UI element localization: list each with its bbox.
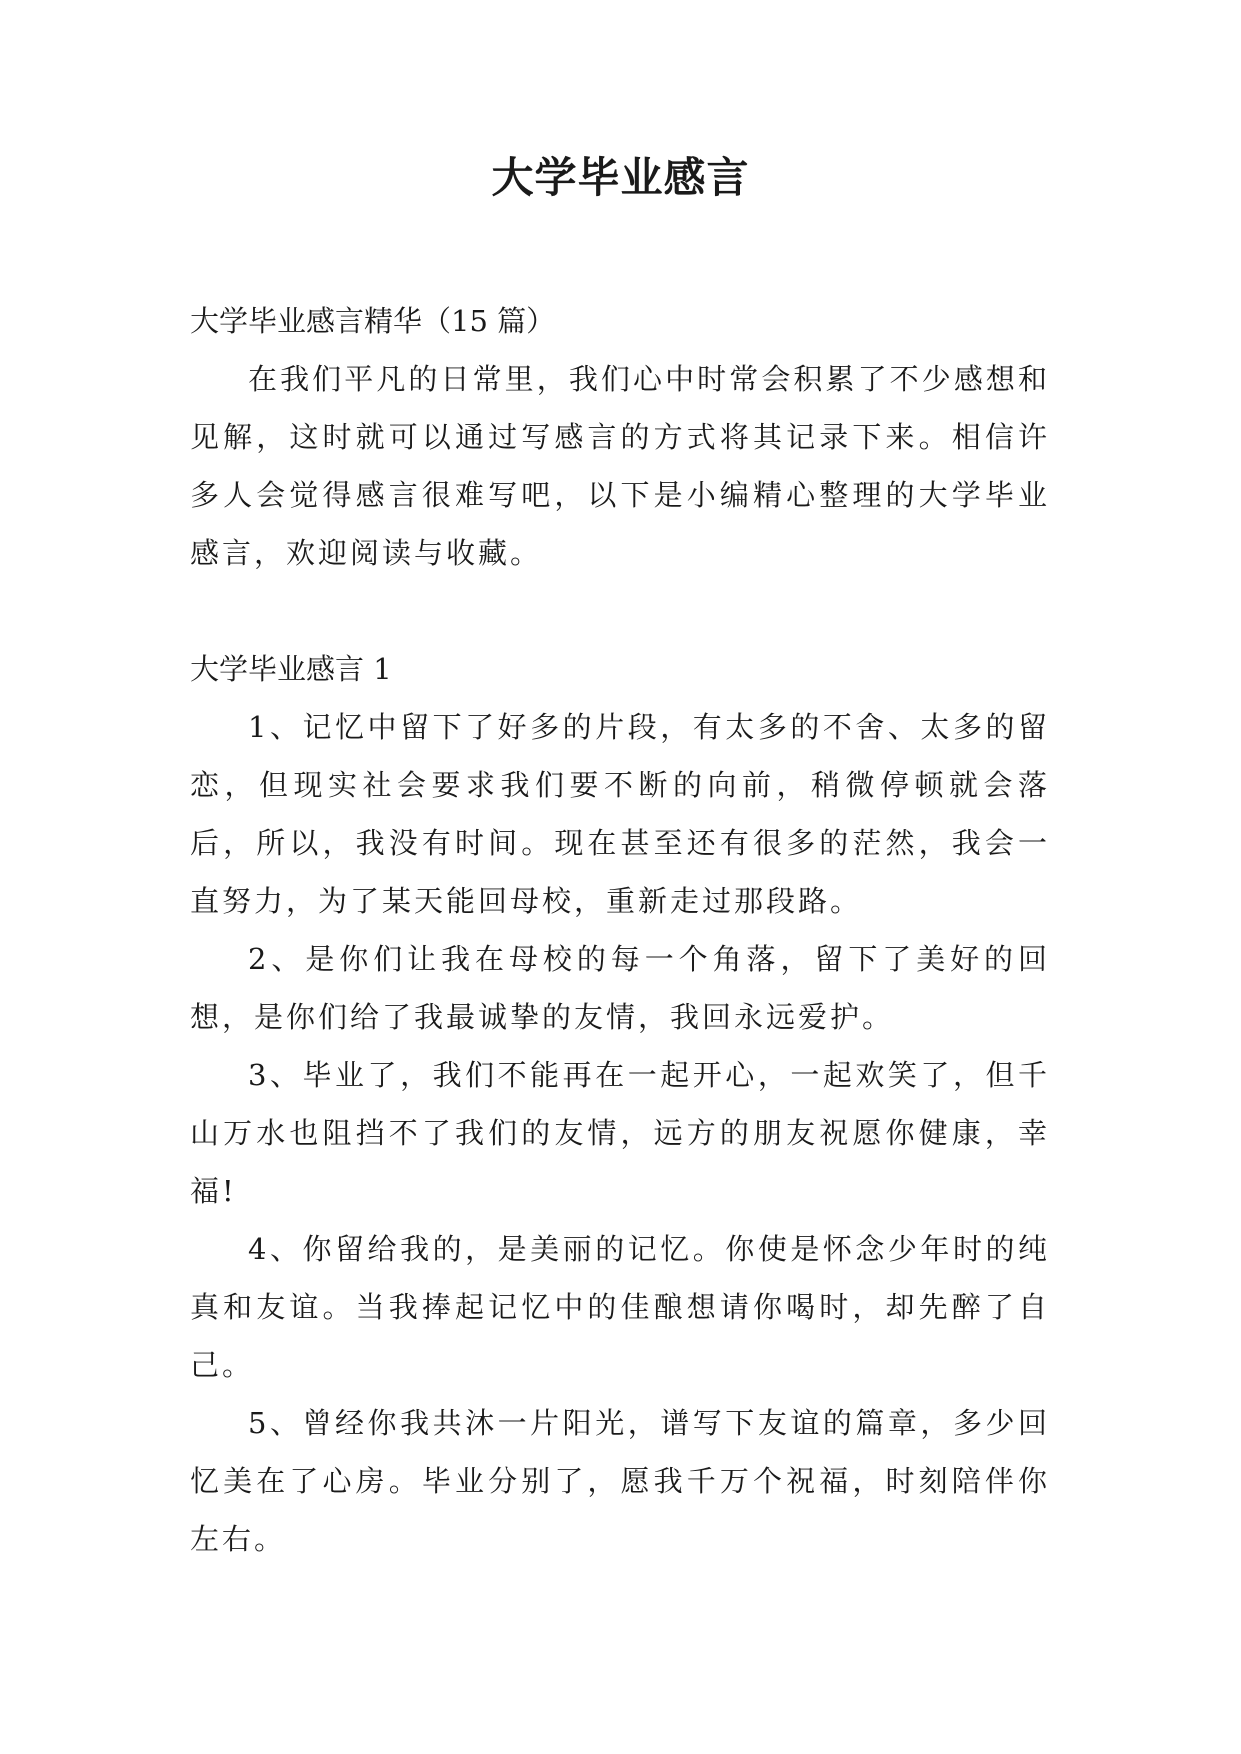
list-item: 3、毕业了，我们不能再在一起开心，一起欢笑了，但千山万水也阻挡不了我们的友情，远方的朋友祝愿你健康，幸福! [190, 1058, 1050, 1208]
list-item: 2、是你们让我在母校的每一个角落，留下了美好的回想，是你们给了我最诚挚的友情，我回永远爱护。 [190, 942, 1050, 1034]
page-title: 大学毕业感言 [491, 153, 750, 202]
section-heading: 大学毕业感言 1 [190, 652, 392, 686]
list-item: 4、你留给我的，是美丽的记忆。你使是怀念少年时的纯真和友谊。当我捧起记忆中的佳酿想请你喝时，却先醉了自己。 [190, 1232, 1050, 1382]
list-item: 1、记忆中留下了好多的片段，有太多的不舍、太多的留恋，但现实社会要求我们要不断的向前，稍微停顿就会落后，所以，我没有时间。现在甚至还有很多的茫然，我会一直努力，为了某天能回母校，重新走过那段路。 [190, 710, 1050, 918]
paragraph-gap [190, 582, 1050, 640]
subtitle: 大学毕业感言精华（15 篇） [190, 304, 556, 338]
list-item: 5、曾经你我共沐一片阳光，谱写下友谊的篇章，多少回忆美在了心房。毕业分别了，愿我千万个祝福，时刻陪伴你左右。 [190, 1406, 1050, 1556]
document-body [190, 292, 1050, 1568]
intro-paragraph: 在我们平凡的日常里，我们心中时常会积累了不少感想和见解，这时就可以通过写感言的方式将其记录下来。相信许多人会觉得感言很难写吧，以下是小编精心整理的大学毕业感言，欢迎阅读与收藏。 [190, 362, 1050, 570]
